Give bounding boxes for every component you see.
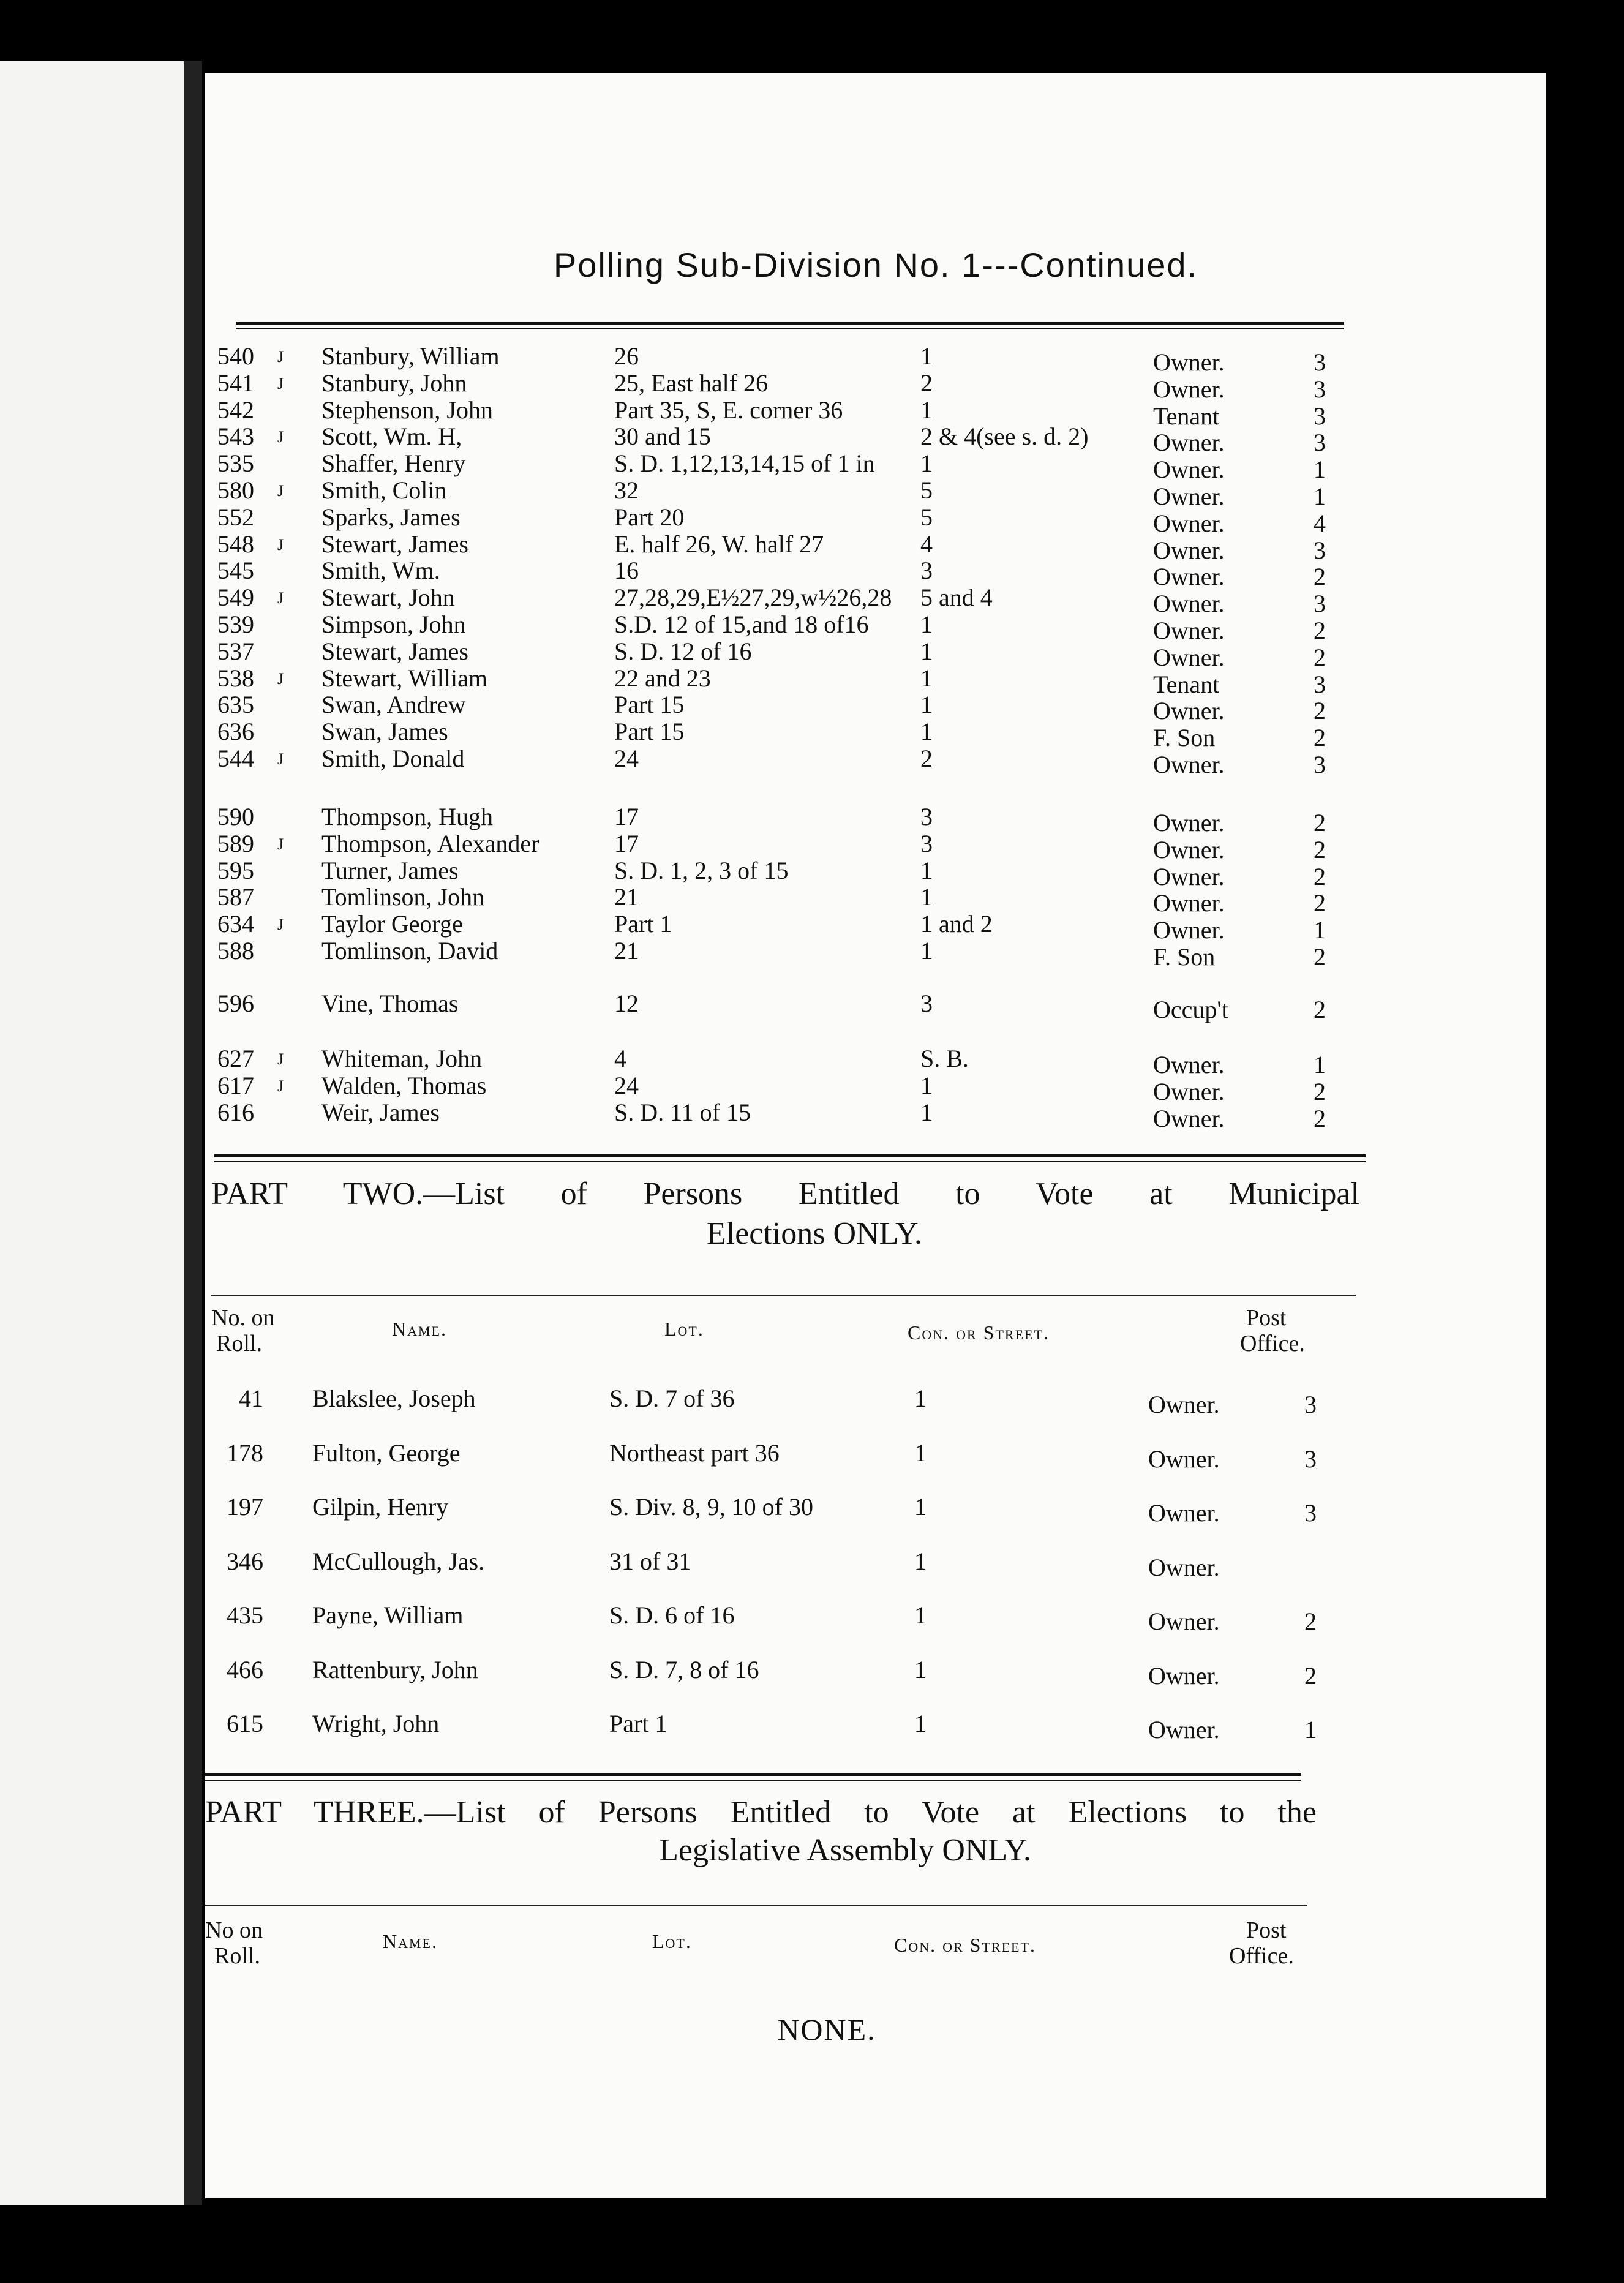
lot: E. half 26, W. half 27	[614, 530, 824, 558]
voter-name: Stewart, John	[321, 584, 455, 612]
lot: 26	[614, 342, 639, 370]
voter-name: Stanbury, John	[321, 369, 467, 397]
status: Owner.	[1153, 429, 1225, 457]
status: Owner.	[1153, 536, 1225, 564]
voter-name: Thompson, Alexander	[321, 829, 539, 857]
post-office: 1	[1304, 1716, 1317, 1743]
status: Owner.	[1153, 563, 1225, 591]
concession: 5	[920, 476, 933, 504]
status: Owner.	[1153, 809, 1225, 837]
status: Owner.	[1153, 643, 1225, 671]
status: Owner.	[1148, 1553, 1220, 1581]
roll-number: 540	[217, 342, 254, 370]
lot: S. D. 1,12,13,14,15 of 1 in	[614, 449, 875, 478]
voter-name: Swan, Andrew	[321, 691, 466, 719]
post-office: 3	[1314, 751, 1326, 778]
concession: 4	[920, 530, 933, 558]
concession: 3	[920, 557, 933, 585]
roll-number: 543	[217, 423, 254, 451]
part-three-none: NONE.	[777, 2012, 876, 2047]
post-office: 3	[1314, 590, 1326, 618]
status: F. Son	[1153, 943, 1216, 971]
post-office: 2	[1314, 617, 1326, 644]
juror-mark: J	[277, 835, 284, 853]
voter-name: Scott, Wm. H,	[321, 423, 462, 451]
lot: Part 1	[609, 1710, 667, 1737]
juror-mark: J	[277, 669, 284, 688]
concession: 1	[914, 1439, 927, 1467]
roll-number: 627	[217, 1045, 254, 1072]
header-roll: Roll.	[216, 1331, 262, 1356]
post-office: 2	[1314, 643, 1326, 671]
concession: 2 & 4(see s. d. 2)	[920, 423, 1089, 451]
concession: 5	[920, 503, 933, 531]
lot: Part 15	[614, 691, 685, 719]
lot: 17	[614, 829, 639, 857]
concession: S. B.	[920, 1045, 969, 1072]
post-office: 3	[1304, 1391, 1317, 1418]
lot: S. D. 11 of 15	[614, 1098, 751, 1126]
roll-number: 537	[217, 637, 254, 665]
voter-name: Stewart, William	[321, 664, 487, 692]
status: Owner.	[1153, 483, 1225, 510]
lot: S. D. 7 of 36	[609, 1385, 735, 1412]
voter-name: Smith, Donald	[321, 745, 465, 772]
voter-name: Stephenson, John	[321, 396, 493, 424]
part-three-rule	[205, 1773, 1301, 1776]
concession: 1	[920, 449, 933, 478]
lot: S. D. 6 of 16	[609, 1601, 735, 1629]
juror-mark: J	[277, 374, 284, 393]
status: Tenant	[1153, 670, 1220, 698]
juror-mark: J	[277, 428, 284, 446]
voter-name: Sparks, James	[321, 503, 461, 531]
concession: 1	[920, 611, 933, 638]
roll-number: 538	[217, 664, 254, 692]
roll-number: 552	[217, 503, 254, 531]
concession: 1	[914, 1493, 927, 1521]
header-name: Name.	[383, 1930, 438, 1952]
header-con-or-street: Con. or Street.	[908, 1322, 1050, 1344]
header-name: Name.	[392, 1318, 447, 1340]
post-office: 2	[1314, 835, 1326, 863]
post-office: 2	[1314, 889, 1326, 917]
voter-name: Simpson, John	[321, 611, 466, 638]
voter-name: Whiteman, John	[321, 1045, 483, 1072]
municipal-list	[205, 73, 1546, 2198]
post-office: 3	[1304, 1445, 1317, 1473]
concession: 1	[914, 1601, 927, 1629]
voter-name: Walden, Thomas	[321, 1071, 487, 1099]
lot: 16	[614, 557, 639, 585]
header-office: Office.	[1240, 1331, 1305, 1356]
status: Owner.	[1153, 697, 1225, 725]
status: Owner.	[1153, 509, 1225, 537]
concession: 1 and 2	[920, 910, 993, 938]
roll-number: 178	[227, 1439, 263, 1467]
voter-name: Wright, John	[312, 1710, 440, 1737]
post-office: 3	[1314, 670, 1326, 698]
part-two-subtitle: Elections ONLY.	[706, 1216, 922, 1251]
lot: Part 15	[614, 718, 685, 746]
roll-number: 634	[217, 910, 254, 938]
post-office: 1	[1314, 456, 1326, 484]
voter-name: Thompson, Hugh	[321, 803, 493, 830]
roll-number: 587	[217, 883, 254, 911]
part-three-subtitle: Legislative Assembly ONLY.	[659, 1833, 1031, 1868]
post-office: 2	[1304, 1661, 1317, 1690]
concession: 1	[920, 637, 933, 665]
lot: S. D. 12 of 16	[614, 637, 752, 665]
post-office: 1	[1314, 916, 1326, 944]
roll-number: 595	[217, 856, 254, 884]
voter-name: Taylor George	[321, 910, 463, 938]
status: Owner.	[1153, 1104, 1225, 1132]
lot: S. D. 1, 2, 3 of 15	[614, 856, 789, 884]
post-office: 4	[1314, 509, 1326, 537]
voter-name: Stewart, James	[321, 530, 468, 558]
juror-mark: J	[277, 916, 284, 934]
concession: 1	[920, 396, 933, 424]
roll-number: 542	[217, 396, 254, 424]
roll-number: 346	[227, 1547, 263, 1575]
header-post: Post	[1246, 1917, 1287, 1943]
post-office: 3	[1314, 348, 1326, 376]
juror-mark: J	[277, 1077, 284, 1095]
concession: 1	[914, 1547, 927, 1575]
post-office: 2	[1314, 943, 1326, 971]
concession: 1	[920, 937, 933, 965]
concession: 1	[920, 1071, 933, 1099]
voter-name: Blakslee, Joseph	[312, 1385, 476, 1412]
lot: 22 and 23	[614, 664, 711, 692]
voter-name: Shaffer, Henry	[321, 449, 466, 478]
part-three-title: PART THREE.—List of Persons Entitled to Vote at Elections to the	[205, 1795, 1317, 1830]
concession: 1	[920, 883, 933, 911]
header-post: Post	[1246, 1305, 1287, 1331]
concession: 1	[920, 718, 933, 746]
concession: 2	[920, 745, 933, 772]
roll-number: 197	[227, 1493, 263, 1521]
juror-mark: J	[277, 535, 284, 554]
header-no-on-roll: No on	[205, 1917, 263, 1943]
roll-number: 589	[217, 829, 254, 857]
voter-name: Tomlinson, John	[321, 883, 485, 911]
roll-number: 435	[227, 1601, 263, 1629]
post-office: 2	[1314, 1077, 1326, 1105]
roll-number: 636	[217, 718, 254, 746]
status: Owner.	[1153, 1051, 1225, 1078]
post-office: 1	[1314, 483, 1326, 510]
page-heading: Polling Sub-Division No. 1---Continued.	[553, 246, 1198, 284]
concession: 5 and 4	[920, 584, 993, 612]
lot: 17	[614, 803, 639, 830]
lot: 27,28,29,E½27,29,w½26,28	[614, 584, 892, 612]
concession: 3	[920, 829, 933, 857]
lot: S.D. 12 of 15,and 18 of16	[614, 611, 869, 638]
lot: S. D. 7, 8 of 16	[609, 1655, 759, 1683]
post-office: 2	[1314, 862, 1326, 890]
concession: 1	[920, 664, 933, 692]
juror-mark: J	[277, 1050, 284, 1068]
post-office: 3	[1314, 429, 1326, 457]
juror-mark: J	[277, 482, 284, 500]
voter-name: Stanbury, William	[321, 342, 500, 370]
concession: 1	[920, 856, 933, 884]
status: Occup't	[1153, 996, 1228, 1023]
post-office: 1	[1314, 1051, 1326, 1078]
roll-number: 590	[217, 803, 254, 830]
lot: 4	[614, 1045, 626, 1072]
status: Owner.	[1153, 835, 1225, 863]
post-office: 2	[1314, 809, 1326, 837]
voter-name: Turner, James	[321, 856, 459, 884]
header-office: Office.	[1229, 1943, 1294, 1969]
voter-name: Fulton, George	[312, 1439, 461, 1467]
status: F. Son	[1153, 724, 1216, 752]
lot: S. Div. 8, 9, 10 of 30	[609, 1493, 813, 1521]
header-no-on-roll: No. on	[211, 1305, 275, 1331]
post-office: 3	[1304, 1499, 1317, 1527]
status: Owner.	[1153, 751, 1225, 778]
post-office: 3	[1314, 375, 1326, 403]
status: Owner.	[1153, 375, 1225, 403]
concession: 1	[914, 1385, 927, 1412]
post-office: 2	[1314, 697, 1326, 725]
status: Owner.	[1148, 1661, 1220, 1690]
status: Owner.	[1148, 1445, 1220, 1473]
roll-number: 580	[217, 476, 254, 504]
roll-number: 544	[217, 745, 254, 772]
roll-number: 596	[217, 990, 254, 1017]
concession: 1	[914, 1655, 927, 1683]
lot: Part 1	[614, 910, 672, 938]
status: Owner.	[1153, 862, 1225, 890]
lot: 24	[614, 745, 639, 772]
lot: 21	[614, 937, 639, 965]
roll-number: 549	[217, 584, 254, 612]
concession: 1	[920, 1098, 933, 1126]
concession: 1	[920, 691, 933, 719]
voter-name: Swan, James	[321, 718, 448, 746]
concession: 2	[920, 369, 933, 397]
lot: 24	[614, 1071, 639, 1099]
status: Owner.	[1153, 590, 1225, 618]
concession: 1	[914, 1710, 927, 1737]
post-office: 2	[1314, 563, 1326, 591]
status: Owner.	[1153, 456, 1225, 484]
concession: 1	[920, 342, 933, 370]
lot: 25, East half 26	[614, 369, 769, 397]
post-office: 3	[1314, 402, 1326, 430]
concession: 3	[920, 990, 933, 1017]
header-con-or-street: Con. or Street.	[894, 1934, 1036, 1956]
roll-number: 616	[217, 1098, 254, 1126]
lot: 32	[614, 476, 639, 504]
roll-number: 617	[217, 1071, 254, 1099]
juror-mark: J	[277, 750, 284, 768]
voter-name: Weir, James	[321, 1098, 440, 1126]
status: Tenant	[1153, 402, 1220, 430]
header-roll: Roll.	[214, 1943, 260, 1969]
voter-name: Smith, Wm.	[321, 557, 440, 585]
voter-name: McCullough, Jas.	[312, 1547, 485, 1575]
post-office: 2	[1304, 1608, 1317, 1635]
status: Owner.	[1153, 1077, 1225, 1105]
header-lot: Lot.	[664, 1318, 704, 1340]
part-two-title: PART TWO.—List of Persons Entitled to Vote at Municipal	[211, 1176, 1359, 1211]
roll-number: 535	[217, 449, 254, 478]
lot: 31 of 31	[609, 1547, 691, 1575]
roll-number: 588	[217, 937, 254, 965]
status: Owner.	[1153, 617, 1225, 644]
roll-number: 541	[217, 369, 254, 397]
roll-number: 635	[217, 691, 254, 719]
voter-name: Tomlinson, David	[321, 937, 498, 965]
voter-name: Vine, Thomas	[321, 990, 459, 1017]
lot: Part 35, S, E. corner 36	[614, 396, 843, 424]
status: Owner.	[1153, 348, 1225, 376]
document-page	[205, 73, 1546, 2198]
voter-name: Payne, William	[312, 1601, 464, 1629]
post-office: 2	[1314, 1104, 1326, 1132]
juror-mark: J	[277, 589, 284, 607]
juror-mark: J	[277, 348, 284, 366]
header-lot: Lot.	[652, 1930, 692, 1952]
voter-name: Rattenbury, John	[312, 1655, 478, 1683]
roll-number: 466	[227, 1655, 263, 1683]
roll-number: 41	[239, 1385, 263, 1412]
status: Owner.	[1148, 1716, 1220, 1743]
roll-number: 548	[217, 530, 254, 558]
lot: Part 20	[614, 503, 685, 531]
part-three-header-rule	[205, 1905, 1307, 1906]
status: Owner.	[1153, 889, 1225, 917]
voter-name: Gilpin, Henry	[312, 1493, 449, 1521]
status: Owner.	[1148, 1499, 1220, 1527]
post-office: 3	[1314, 536, 1326, 564]
status: Owner.	[1148, 1608, 1220, 1635]
lot: 12	[614, 990, 639, 1017]
voter-name: Stewart, James	[321, 637, 468, 665]
lot: 30 and 15	[614, 423, 711, 451]
status: Owner.	[1148, 1391, 1220, 1418]
roll-number: 545	[217, 557, 254, 585]
post-office: 2	[1314, 996, 1326, 1023]
lot: 21	[614, 883, 639, 911]
post-office: 2	[1314, 724, 1326, 752]
status: Owner.	[1153, 916, 1225, 944]
concession: 3	[920, 803, 933, 830]
roll-number: 615	[227, 1710, 263, 1737]
lot: Northeast part 36	[609, 1439, 780, 1467]
voter-name: Smith, Colin	[321, 476, 447, 504]
book-gutter	[184, 61, 202, 2205]
roll-number: 539	[217, 611, 254, 638]
facing-page-edge	[0, 61, 184, 2205]
